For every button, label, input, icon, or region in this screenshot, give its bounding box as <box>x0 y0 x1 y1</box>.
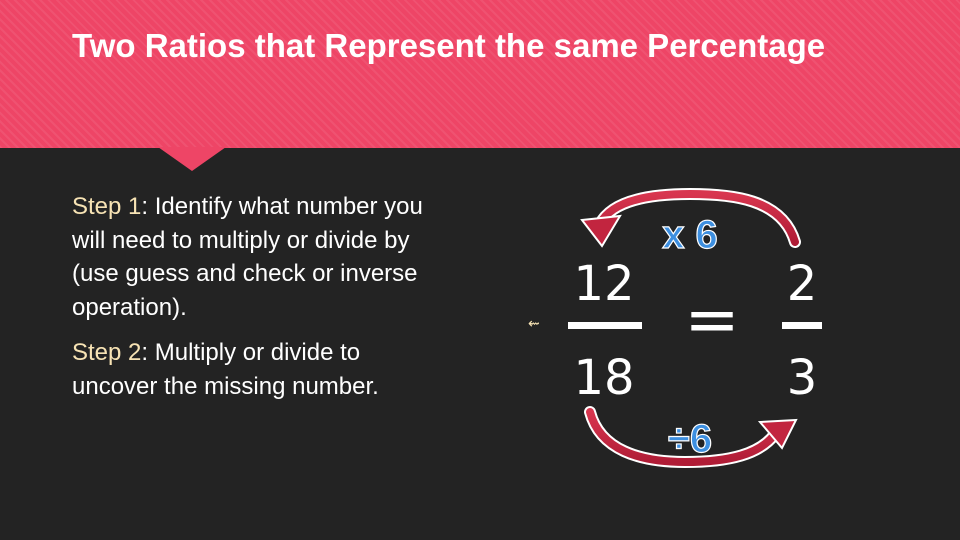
step-2-text: : Multiply or divide to uncover the missing number. <box>72 339 379 400</box>
multiply-by-6-label: x 6 <box>662 213 718 257</box>
left-denominator: 18 <box>573 350 635 406</box>
step-2 <box>72 336 432 403</box>
divide-by-6-label: ÷6 <box>667 417 713 461</box>
left-fraction-bar <box>568 322 642 329</box>
slide-title: Two Ratios that Represent the same Percentage <box>72 27 826 64</box>
right-fraction-bar <box>782 322 822 329</box>
step-1 <box>72 190 432 324</box>
right-numerator: 2 <box>786 256 818 312</box>
right-denominator: 3 <box>786 350 818 406</box>
step-1-text: : Identify what number you will need to multiply or divide by (use guess and check or inverse operation). <box>72 193 423 321</box>
steps-text-block <box>72 190 432 415</box>
left-numerator: 12 <box>573 256 635 312</box>
step-1-label: Step 1 <box>72 193 142 220</box>
banner-notch <box>158 147 226 171</box>
step-2-label: Step 2 <box>72 339 142 366</box>
title-banner <box>0 0 960 148</box>
equals-sign: = <box>684 281 740 358</box>
small-squiggle-mark: ⇜ <box>528 315 540 331</box>
ratio-equation-graphic <box>520 180 860 480</box>
